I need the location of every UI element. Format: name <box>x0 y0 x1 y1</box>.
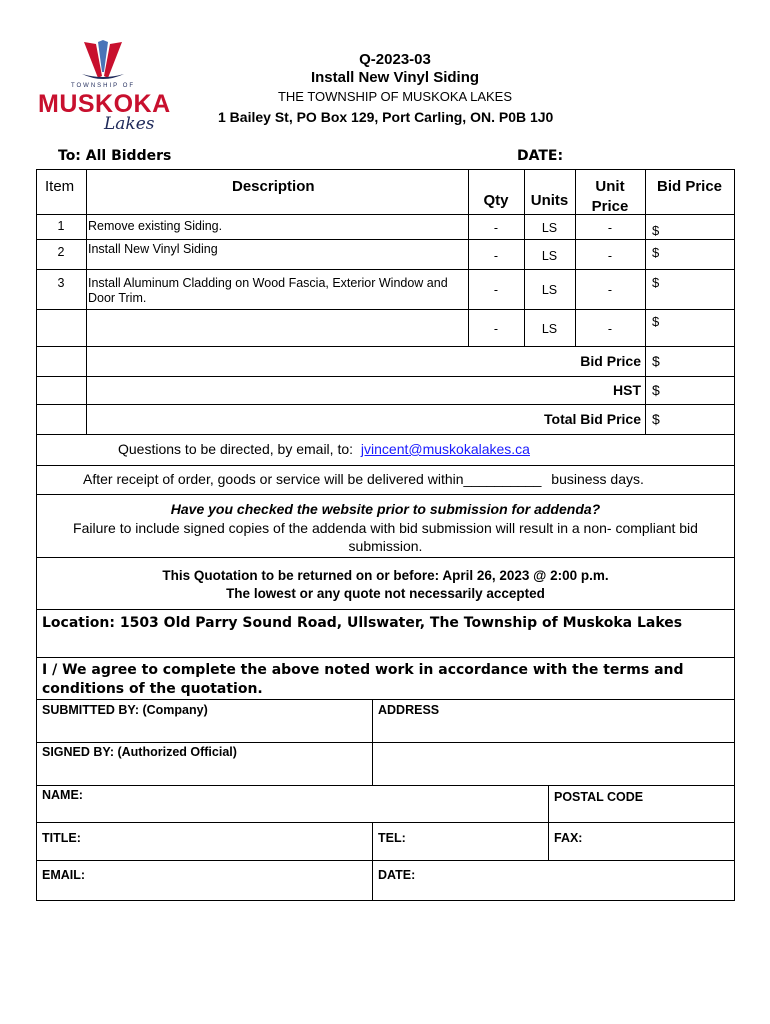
tel-field[interactable]: TEL: <box>378 831 406 845</box>
township-logo <box>38 40 171 135</box>
deadline-line-2: The lowest or any quote not necessarily accepted <box>226 586 545 601</box>
row-units: LS <box>541 249 558 263</box>
row-qty: - <box>493 221 499 235</box>
title-field[interactable]: TITLE: <box>42 831 81 845</box>
row-bid-price[interactable]: $ <box>652 245 660 260</box>
bid-price-value[interactable]: $ <box>652 353 660 369</box>
logo-script-text: Lakes <box>104 114 155 134</box>
delivery-suffix: business days. <box>551 471 644 487</box>
hst-label: HST <box>613 382 641 398</box>
row-qty: - <box>493 322 499 336</box>
total-bid-price-value[interactable]: $ <box>652 411 660 427</box>
row-unit-price: - <box>607 322 613 336</box>
delivery-line <box>83 471 644 487</box>
row-bid-price[interactable]: $ <box>652 314 660 329</box>
row-qty: - <box>493 283 499 297</box>
col-header-bid-price: Bid Price <box>656 178 723 195</box>
quote-title: Install New Vinyl Siding <box>310 69 480 86</box>
name-field[interactable]: NAME: <box>42 788 83 802</box>
row-description: Install Aluminum Cladding on Wood Fascia, Exterior Window and Door Trim. <box>88 276 448 305</box>
date-label: DATE: <box>517 148 564 164</box>
col-header-description: Description <box>232 178 315 195</box>
total-bid-price-label: Total Bid Price <box>544 411 641 427</box>
bid-price-label: Bid Price <box>580 353 641 369</box>
row-units: LS <box>541 221 558 235</box>
col-header-units: Units <box>530 192 569 209</box>
email-field[interactable]: EMAIL: <box>42 868 86 882</box>
organization-address: 1 Bailey St, PO Box 129, Port Carling, ON. P0B 1J0 <box>218 109 554 125</box>
row-description: Install New Vinyl Siding <box>88 242 218 256</box>
row-item: 3 <box>57 276 65 290</box>
row-unit-price: - <box>607 283 613 297</box>
col-header-qty: Qty <box>483 192 509 209</box>
questions-text: Questions to be directed, by email, to: <box>118 441 354 457</box>
row-units: LS <box>541 322 558 336</box>
organization-name: THE TOWNSHIP OF MUSKOKA LAKES <box>277 89 513 104</box>
row-unit-price: - <box>607 249 613 263</box>
hst-value[interactable]: $ <box>652 382 660 398</box>
location-line: Location: 1503 Old Parry Sound Road, Ullswater, The Township of Muskoka Lakes <box>42 615 683 631</box>
addenda-question: Have you checked the website prior to submission for addenda? <box>170 501 601 517</box>
row-qty: - <box>493 249 499 263</box>
deadline-line-1: This Quotation to be returned on or before: April 26, 2023 @ 2:00 p.m. <box>162 568 609 583</box>
logo-top-text: TOWNSHIP OF <box>70 83 136 89</box>
row-bid-price[interactable]: $ <box>652 223 660 238</box>
address-field[interactable]: ADDRESS <box>378 703 440 717</box>
postal-code-field[interactable]: POSTAL CODE <box>554 790 644 804</box>
row-unit-price: - <box>607 221 613 235</box>
contact-email-link[interactable]: jvincent@muskokalakes.ca <box>360 441 530 457</box>
row-description: Remove existing Siding. <box>88 219 223 233</box>
to-line: To: All Bidders <box>58 148 172 164</box>
addenda-warning: Failure to include signed copies of the addenda with bid submission will result in a non- compliant bid submission. <box>73 520 698 554</box>
signed-by-field[interactable]: SIGNED BY: (Authorized Official) <box>42 745 237 759</box>
col-header-unit-price: Unit Price <box>591 178 629 215</box>
delivery-text: After receipt of order, goods or service will be delivered within__________ <box>83 471 542 487</box>
logo-main-text: MUSKOKA <box>38 90 171 118</box>
date-field[interactable]: DATE: <box>378 868 416 882</box>
submitted-by-field[interactable]: SUBMITTED BY: (Company) <box>42 703 208 717</box>
quote-number: Q-2023-03 <box>359 51 431 68</box>
row-item: 1 <box>57 219 65 233</box>
paddle-emblem-icon <box>78 40 128 82</box>
agreement-text: I / We agree to complete the above noted work in accordance with the terms and conditions of the quotation. <box>42 662 684 697</box>
row-item: 2 <box>57 245 65 259</box>
fax-field[interactable]: FAX: <box>554 831 583 845</box>
row-units: LS <box>541 283 558 297</box>
col-header-item: Item <box>45 178 75 195</box>
row-bid-price[interactable]: $ <box>652 275 660 290</box>
questions-line <box>118 441 530 457</box>
